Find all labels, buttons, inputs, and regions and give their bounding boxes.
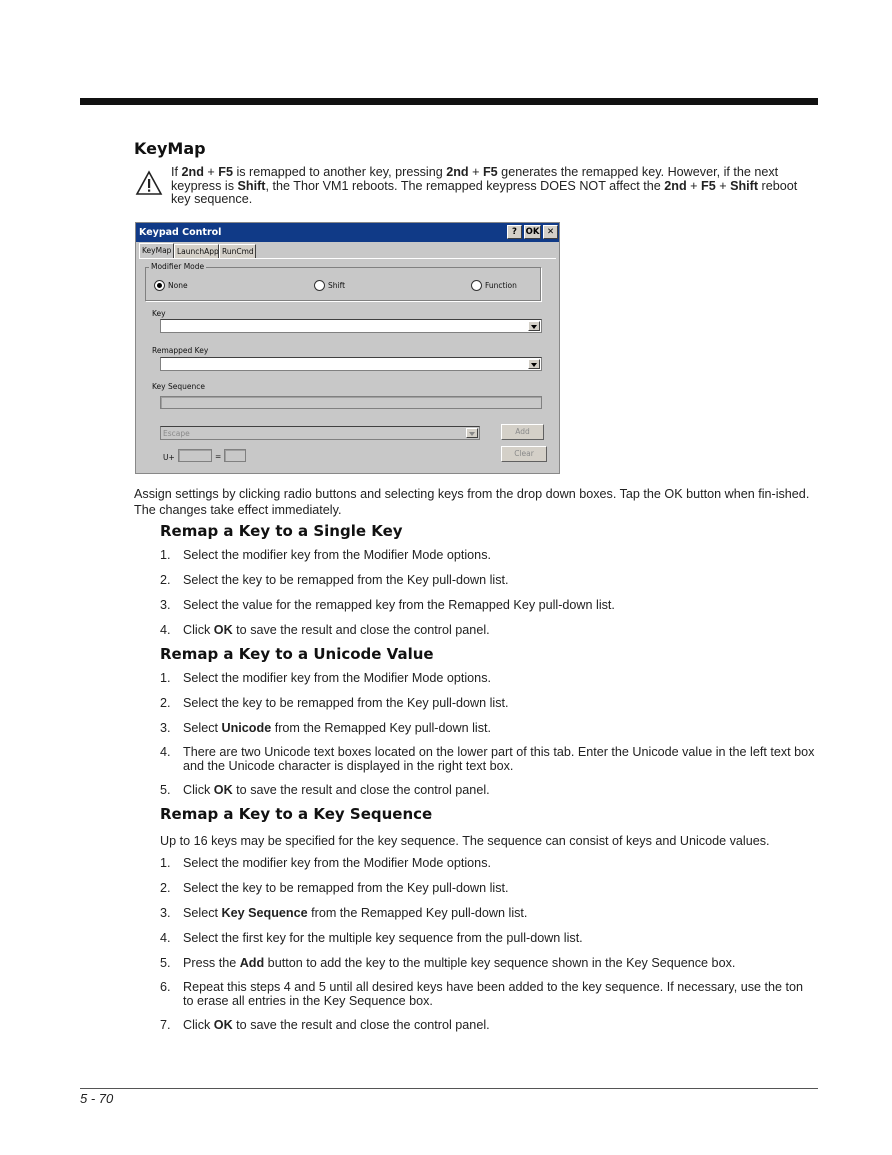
- step-text-part: Select the key to be remapped from the Key pull-down list.: [183, 573, 509, 587]
- step-bold-term: OK: [213, 1018, 233, 1032]
- step-number: 4.: [160, 931, 171, 945]
- step-number: 4.: [160, 623, 171, 637]
- help-button[interactable]: ?: [507, 225, 522, 239]
- step-text-part: button to add the key to the multiple key sequence shown in the Key Sequence box.: [264, 956, 736, 970]
- window-title: Keypad Control: [139, 227, 222, 238]
- step-bold-term: Key Sequence: [221, 906, 308, 920]
- step-text-part: Click: [183, 623, 214, 637]
- key-name: F5: [218, 165, 233, 179]
- page-number: 5 - 70: [80, 1091, 114, 1106]
- tab-launchapp[interactable]: LaunchApp: [174, 244, 219, 258]
- step-text-part: Press the: [183, 956, 240, 970]
- step-bold-term: OK: [213, 783, 233, 797]
- section-intro: Up to 16 keys may be specified for the key sequence. The sequence can consist of keys and Unicode values.: [160, 834, 770, 848]
- step-number: 7.: [160, 1018, 171, 1032]
- key-name: F5: [701, 178, 716, 193]
- step-number: 6.: [160, 980, 171, 994]
- step-number: 3.: [160, 721, 171, 735]
- step-text: [183, 1019, 816, 1033]
- key-name: 2nd: [446, 165, 469, 179]
- modifier-mode-label: Modifier Mode: [151, 262, 205, 271]
- step-text: [183, 857, 816, 871]
- step-text-part: to save the result and close the control panel.: [232, 783, 490, 797]
- key-name: Shift: [730, 178, 759, 193]
- step-bold-term: Unicode: [221, 721, 272, 735]
- radio-function-indicator[interactable]: [471, 280, 482, 291]
- list-item: [160, 624, 816, 638]
- step-text: [183, 624, 816, 638]
- caution-part: , the Thor VM1 reboots. The remapped keypress DOES NOT affect the: [265, 178, 665, 193]
- caution-part: +: [468, 165, 483, 179]
- radio-none-indicator[interactable]: [154, 280, 165, 291]
- keypad-control-window: [135, 222, 560, 474]
- step-bold-term: OK: [213, 623, 233, 637]
- step-text-part: Select: [183, 721, 222, 735]
- window-titlebar: [136, 223, 559, 242]
- step-text: [183, 672, 816, 686]
- caution-part: +: [715, 178, 731, 193]
- caution-text: [171, 166, 819, 207]
- list-item: [160, 549, 816, 563]
- step-text-part: Select the key to be remapped from the Key pull-down list.: [183, 881, 509, 895]
- step-text-part: from the Remapped Key pull-down list.: [271, 721, 491, 735]
- step-number: 3.: [160, 598, 171, 612]
- step-text-part: Repeat this steps 4 and 5 until all desired keys have been added to the key sequence. If necessary, use the ton to erase all entries in the Key Sequence box.: [183, 980, 804, 1008]
- close-button[interactable]: ✕: [543, 225, 558, 239]
- step-text-part: Select the modifier key from the Modifier Mode options.: [183, 548, 491, 562]
- step-text: [183, 574, 816, 588]
- radio-function[interactable]: [471, 280, 517, 291]
- step-number: 5.: [160, 783, 171, 797]
- step-text: [183, 784, 816, 798]
- equals-sign: =: [215, 452, 222, 461]
- step-text: [183, 882, 816, 896]
- key-sequence-field[interactable]: [160, 396, 542, 409]
- step-number: 3.: [160, 906, 171, 920]
- step-number: 1.: [160, 548, 171, 562]
- step-number: 1.: [160, 856, 171, 870]
- chevron-down-icon[interactable]: [528, 359, 540, 369]
- section-title: KeyMap: [134, 139, 206, 158]
- step-text-part: to save the result and close the control panel.: [232, 623, 490, 637]
- list-item: [160, 599, 816, 613]
- unicode-char-field[interactable]: [224, 449, 246, 462]
- step-number: 2.: [160, 573, 171, 587]
- unicode-value-field[interactable]: [178, 449, 212, 462]
- list-item: [160, 697, 816, 711]
- step-text-part: Select the modifier key from the Modifier Mode options.: [183, 671, 491, 685]
- step-text-part: Select the value for the remapped key from the Remapped Key pull-down list.: [183, 598, 615, 612]
- add-button[interactable]: Add: [501, 424, 544, 440]
- subsection-heading: Remap a Key to a Single Key: [160, 522, 403, 540]
- radio-shift-indicator[interactable]: [314, 280, 325, 291]
- radio-shift[interactable]: [314, 280, 345, 291]
- step-number: 2.: [160, 881, 171, 895]
- subsection-heading: Remap a Key to a Unicode Value: [160, 645, 434, 663]
- step-number: 5.: [160, 956, 171, 970]
- modifier-mode-group: [145, 262, 541, 301]
- step-text-part: Select the key to be remapped from the Key pull-down list.: [183, 696, 509, 710]
- key-sequence-label: Key Sequence: [152, 382, 205, 391]
- step-text-part: Click: [183, 783, 214, 797]
- step-text: [183, 549, 816, 563]
- step-text: [183, 957, 816, 971]
- list-item: [160, 784, 816, 798]
- keymap-panel: [139, 258, 556, 472]
- top-rule: [80, 98, 818, 105]
- step-text-part: Click: [183, 1018, 214, 1032]
- radio-none[interactable]: [154, 280, 188, 291]
- sequence-key-value: Escape: [163, 429, 190, 438]
- caution-part: +: [686, 178, 701, 193]
- step-text-part: Select: [183, 906, 222, 920]
- step-text-part: Select the first key for the multiple key sequence from the pull-down list.: [183, 931, 583, 945]
- step-text: [183, 907, 816, 921]
- step-text: [183, 746, 816, 773]
- chevron-down-icon[interactable]: [528, 321, 540, 331]
- radio-shift-label: Shift: [328, 281, 346, 290]
- step-text: [183, 932, 816, 946]
- tab-keymap[interactable]: KeyMap: [139, 243, 174, 258]
- step-text-part: Select the modifier key from the Modifier Mode options.: [183, 856, 491, 870]
- step-text: [183, 599, 816, 613]
- step-text-part: to save the result and close the control panel.: [232, 1018, 490, 1032]
- clear-button[interactable]: Clear: [501, 446, 547, 462]
- step-text-part: There are two Unicode text boxes located on the lower part of this tab. Enter the Unicode value in the left text box and the Unicode character is displayed in the right text box.: [183, 745, 815, 773]
- list-item: [160, 857, 816, 871]
- step-text-part: from the Remapped Key pull-down list.: [307, 906, 528, 920]
- step-text: [183, 697, 816, 711]
- radio-none-label: None: [168, 281, 188, 290]
- list-item: [160, 746, 816, 773]
- remapped-key-dropdown[interactable]: [160, 357, 542, 371]
- list-item: [160, 957, 816, 971]
- caution-part: generates the remapped key. However, if the next keypress is: [171, 165, 779, 193]
- bottom-rule: [80, 1088, 818, 1089]
- warning-triangle-icon: [135, 170, 163, 196]
- remapped-key-label: Remapped Key: [152, 346, 209, 355]
- chevron-down-icon[interactable]: [466, 428, 478, 438]
- subsection-heading: Remap a Key to a Key Sequence: [160, 805, 433, 823]
- key-name: F5: [482, 165, 498, 179]
- step-text: [183, 981, 816, 1008]
- list-item: [160, 932, 816, 946]
- list-item: [160, 722, 816, 736]
- radio-function-label: Function: [485, 281, 517, 290]
- list-item: [160, 1019, 816, 1033]
- intro-paragraph: Assign settings by clicking radio buttons and selecting keys from the drop down boxes. Tap the OK button when fin-ished. The changes take effect immediately.: [134, 487, 810, 517]
- sequence-key-dropdown[interactable]: [160, 426, 480, 440]
- tab-runcmd[interactable]: RunCmd: [219, 244, 256, 258]
- step-number: 1.: [160, 671, 171, 685]
- step-text: [183, 722, 816, 736]
- list-item: [160, 672, 816, 686]
- step-number: 4.: [160, 745, 171, 759]
- caution-part: If: [171, 165, 182, 179]
- key-label: Key: [152, 309, 166, 318]
- caution-part: +: [203, 165, 219, 179]
- list-item: [160, 882, 816, 896]
- key-name: 2nd: [664, 178, 687, 193]
- key-name: 2nd: [181, 165, 204, 179]
- step-number: 2.: [160, 696, 171, 710]
- key-name: Shift: [237, 178, 266, 193]
- list-item: [160, 981, 816, 1008]
- list-item: [160, 907, 816, 921]
- key-dropdown[interactable]: [160, 319, 542, 333]
- list-item: [160, 574, 816, 588]
- unicode-prefix: U+: [163, 453, 175, 462]
- caution-part: reboot key sequence.: [171, 178, 798, 206]
- ok-button[interactable]: OK: [525, 227, 540, 237]
- step-bold-term: Add: [239, 956, 265, 970]
- caution-part: is remapped to another key, pressing: [232, 165, 447, 179]
